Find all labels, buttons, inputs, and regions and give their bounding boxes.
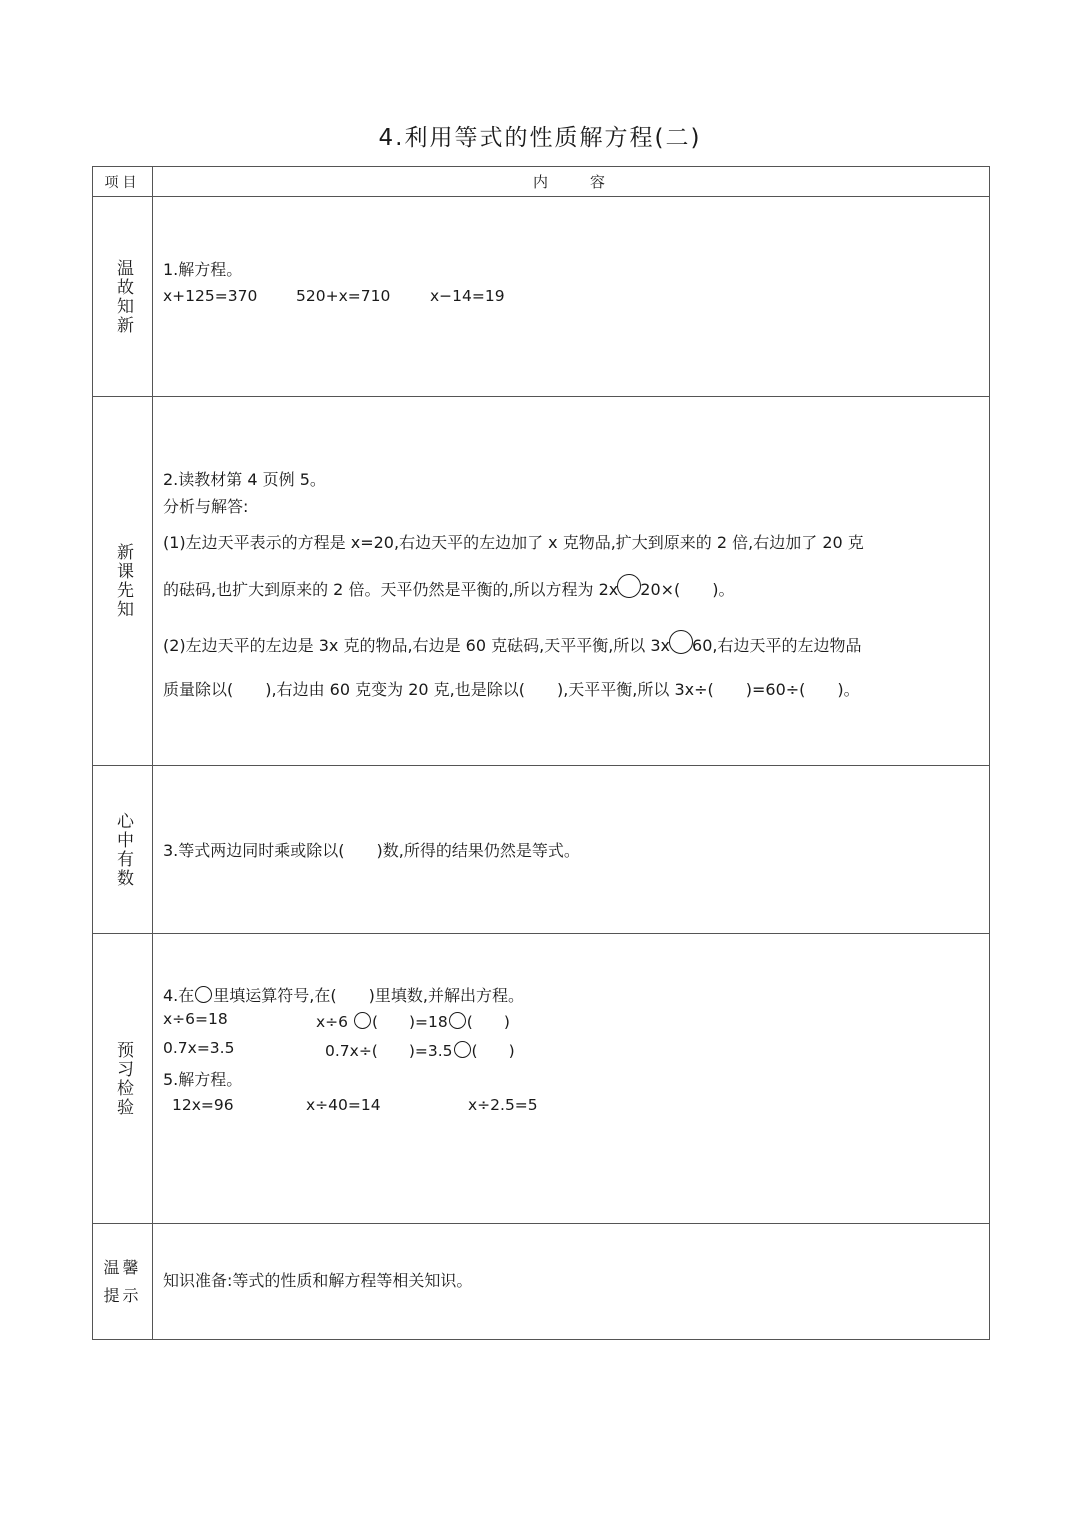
lesson-table [92,166,990,1340]
tips-text: 知识准备:等式的性质和解方程等相关知识。 [163,1271,473,1290]
header-content: 内 容 [532,173,609,191]
row-label-mind: 心中有数 [113,811,133,888]
header-item: 项目 [104,174,141,191]
row-mind [93,766,989,934]
row-label-tips: 温馨提示 [103,1257,142,1305]
row-label-review: 温故知新 [113,258,133,335]
q2-part2-line1: (2)左边天平的左边是 3x 克的物品,右边是 60 克砝码,天平平衡,所以 3x 60,右边天平的左边物品 [163,630,861,656]
q2-subtitle: 分析与解答: [163,497,249,516]
q1-equation-1: x+125=370 [163,287,258,305]
q5-title: 5.解方程。 [163,1070,243,1089]
row-review [93,197,989,397]
q2-part1-line2: 的砝码,也扩大到原来的 2 倍。天平仍然是平衡的,所以方程为 2x 20×( )。 [163,574,735,600]
operator-blank-circle[interactable] [669,630,693,654]
circle-symbol-icon [195,986,212,1003]
q1-equation-3: x−14=19 [430,287,505,305]
page-title: 4.利用等式的性质解方程(二) [378,125,702,151]
header-content-cell [153,167,989,196]
q5-equation-3: x÷2.5=5 [468,1096,538,1114]
row-check: 预习检验 4.在 里填运算符号,在( )里填数,并解出方程。 x÷6=18 x÷6 ( )=18 ( ) 0.7x=3.5 0.7x÷( )=3.5 ( ) 5.解方程。 12x=96 x÷40=14 x÷2.5=5 [93,934,989,1224]
header-item-cell [93,167,153,196]
operator-blank-circle[interactable] [454,1041,471,1058]
table-header [93,167,989,197]
operator-blank-circle[interactable] [617,574,641,598]
q3-text: 3.等式两边同时乘或除以( )数,所得的结果仍然是等式。 [163,841,580,860]
row-tips [93,1224,989,1339]
q4-title: 4.在 里填运算符号,在( )里填数,并解出方程。 [163,986,524,1005]
operator-blank-circle[interactable] [449,1012,466,1029]
operator-blank-circle[interactable] [354,1012,371,1029]
q2-part1-line1: (1)左边天平表示的方程是 x=20,右边天平的左边加了 x 克物品,扩大到原来的 2 倍,右边加了 20 克 [163,533,864,552]
row-label-check: 预习检验 [113,1040,133,1117]
q5-equation-1: 12x=96 [172,1096,234,1114]
row-preview [93,397,989,766]
q1-title: 1.解方程。 [163,260,243,279]
q2-title: 2.读教材第 4 页例 5。 [163,470,326,489]
q5-equation-2: x÷40=14 [306,1096,381,1114]
q2-part2-line2: 质量除以( ),右边由 60 克变为 20 克,也是除以( ),天平平衡,所以 3x÷( )=60÷( )。 [163,680,860,699]
q1-equation-2: 520+x=710 [296,287,391,305]
row-label-preview: 新课先知 [113,543,133,619]
